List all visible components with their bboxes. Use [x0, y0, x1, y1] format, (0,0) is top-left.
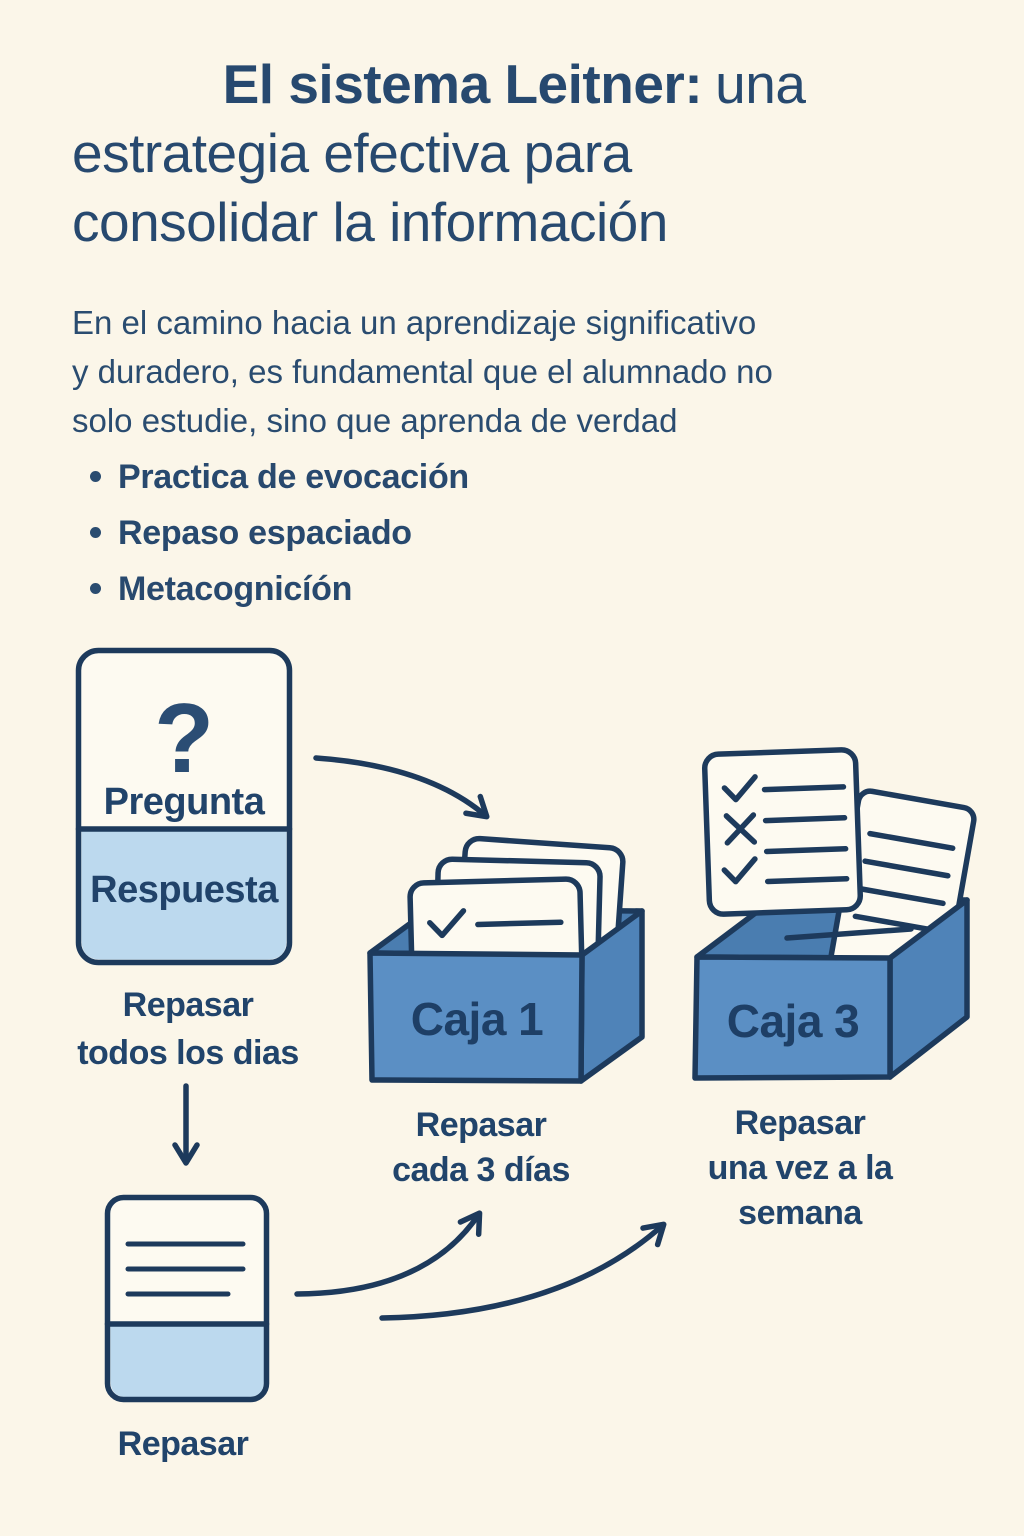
- box-1-group: [370, 838, 642, 1081]
- review-card: [108, 1198, 267, 1400]
- text-line-icon: [765, 787, 844, 790]
- review-card-answer-section: [111, 1324, 265, 1397]
- box-3-group: [695, 749, 976, 1078]
- text-line-icon: [766, 818, 845, 821]
- bullet-label-metacognicion: Metacognicíón: [118, 570, 353, 608]
- title-line-3: consolidar la información: [72, 191, 668, 253]
- box-3-caption-line-3: semana: [738, 1194, 862, 1232]
- page-title: [72, 50, 956, 257]
- curved-arrow-review-to-box1-icon: [297, 1214, 479, 1294]
- title-emphasis: El sistema Leitner:: [222, 53, 703, 115]
- checklist-card: [704, 749, 860, 914]
- box-3-caption-line-2: una vez a la: [707, 1149, 893, 1187]
- bullet-dot-icon: [90, 527, 101, 538]
- intro-line-2: y duradero, es fundamental que el alumnado no: [72, 353, 773, 390]
- box-3-caption-line-1: Repasar: [734, 1104, 866, 1142]
- intro-line-3: solo estudie, sino que aprenda de verdad: [72, 402, 678, 439]
- intro-paragraph: [72, 298, 773, 445]
- bullet-dot-icon: [90, 583, 101, 594]
- flashcard-pregunta-respuesta: [79, 651, 290, 963]
- curved-arrow-review-to-box3-icon: [382, 1225, 663, 1318]
- text-line-icon: [768, 879, 847, 882]
- box-1-caption-line-1: Repasar: [415, 1106, 547, 1144]
- flashcard-caption-line-1: Repasar: [122, 986, 254, 1024]
- bullet-dot-icon: [90, 471, 101, 482]
- bullet-label-repaso: Repaso espaciado: [118, 514, 412, 552]
- text-line-icon: [478, 922, 561, 924]
- flashcard-back-label: Respuesta: [90, 869, 278, 911]
- list-item: [90, 458, 469, 497]
- question-mark-icon: ?: [154, 683, 214, 793]
- curved-arrow-to-box1-icon: [316, 758, 486, 816]
- title-line-2: estrategia efectiva para: [72, 122, 632, 184]
- list-item: [90, 514, 469, 553]
- intro-line-1: En el camino hacia un aprendizaje significativo: [72, 304, 757, 341]
- box-3-label: Caja 3: [726, 995, 860, 1047]
- box-1-label: Caja 1: [410, 993, 544, 1045]
- strategy-bullet-list: [90, 458, 469, 626]
- bullet-label-evocacion: Practica de evocación: [118, 458, 469, 496]
- text-line-icon: [767, 849, 846, 852]
- review-card-caption: Repasar: [117, 1425, 249, 1463]
- leitner-flow-diagram: [0, 636, 1024, 1536]
- title-line-1-rest: una: [715, 53, 806, 115]
- box-1-caption-line-2: cada 3 días: [392, 1151, 570, 1189]
- flashcard-front-label: Pregunta: [103, 781, 265, 823]
- flashcard-caption-line-2: todos los dias: [77, 1034, 299, 1072]
- title-line-1: [72, 50, 956, 119]
- list-item: [90, 570, 469, 609]
